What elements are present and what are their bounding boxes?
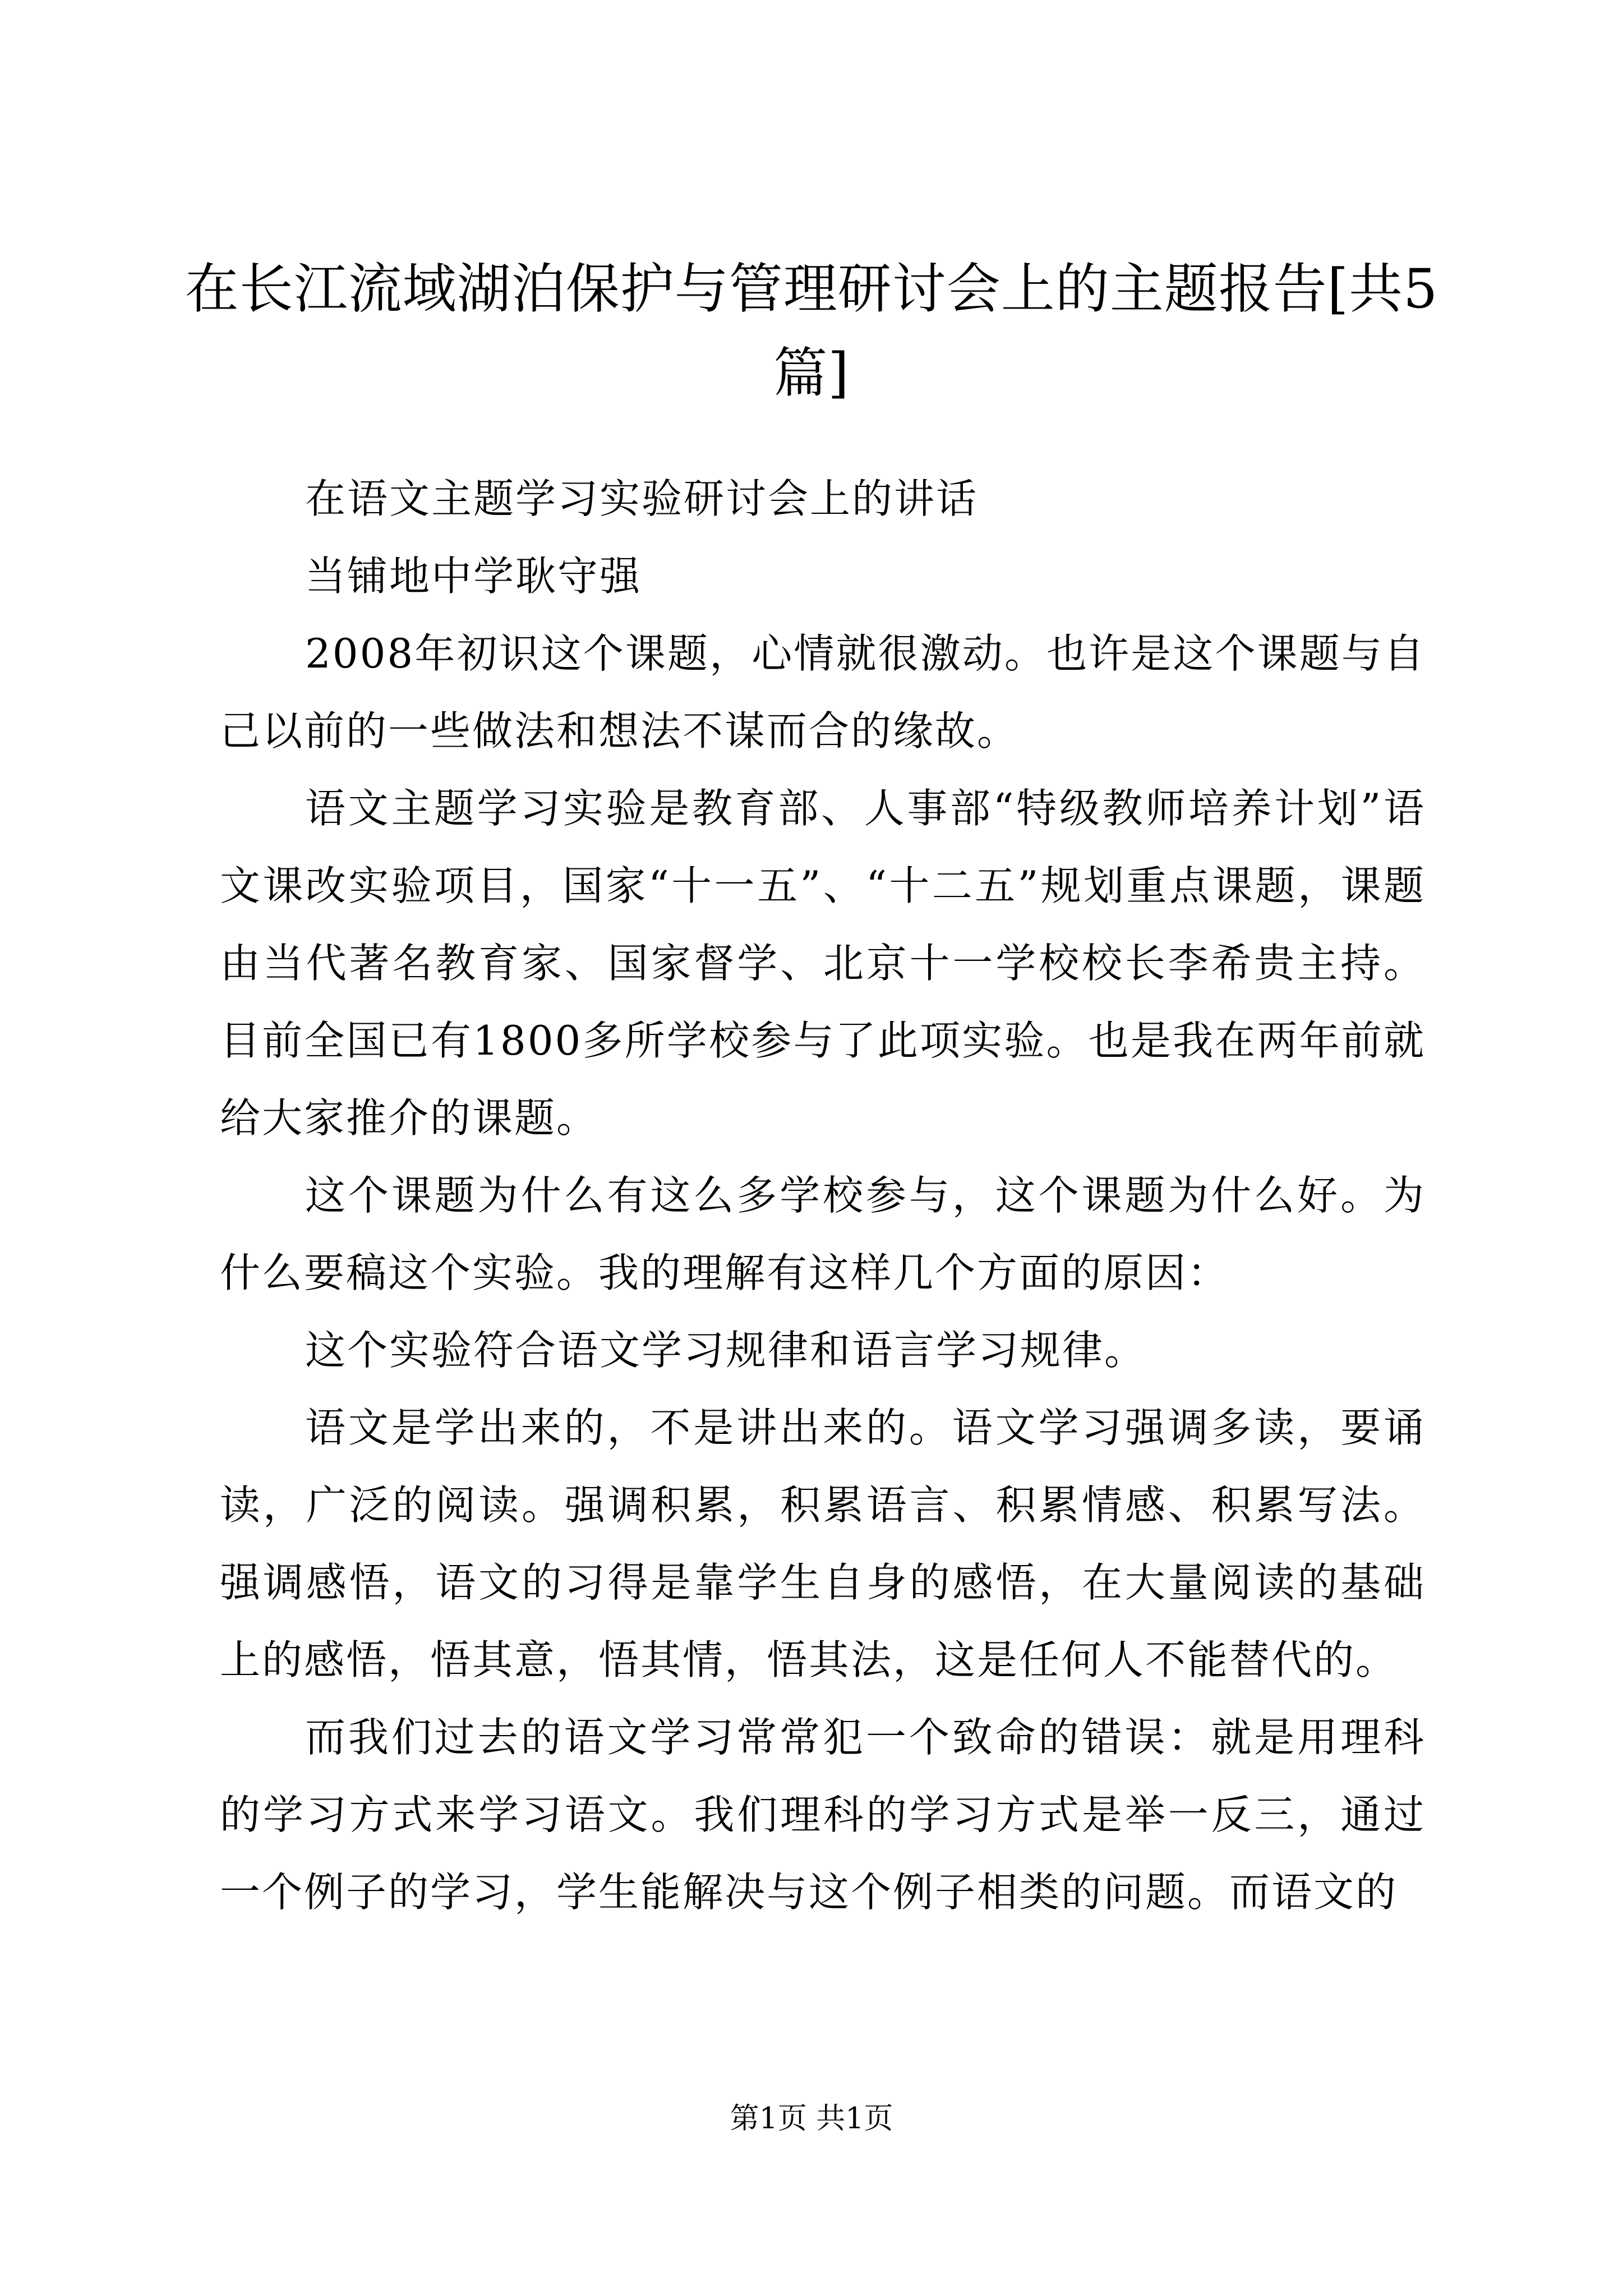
document-body — [220, 460, 1426, 1931]
paragraph: 而我们过去的语文学习常常犯一个致命的错误：就是用理科的学习方式来学习语文。我们理科的学习方式是举一反三，通过一个例子的学习，学生能解决与这个例子相类的问题。而语文的 — [220, 1714, 1426, 1916]
paragraph: 这个课题为什么有这么多学校参与，这个课题为什么好。为什么要稿这个实验。我的理解有这样几个方面的原因： — [220, 1172, 1426, 1296]
paragraph: 语文主题学习实验是教育部、人事部“特级教师培养计划”语文课改实验项目，国家“十一五”、“十二五”规划重点课题，课题由当代著名教育家、国家督学、北京十一学校校长李希贵主持。目前全国已有1800多所学校参与了此项实验。也是我在两年前就给大家推介的课题。 — [220, 785, 1426, 1142]
paragraph: 2008年初识这个课题，心情就很激动。也许是这个课题与自己以前的一些做法和想法不谋而合的缘故。 — [220, 630, 1426, 754]
speech-title: 在语文主题学习实验研讨会上的讲话 — [305, 475, 979, 522]
paragraph: 语文是学出来的，不是讲出来的。语文学习强调多读，要诵读，广泛的阅读。强调积累，积累语言、积累情感、积累写法。强调感悟，语文的习得是靠学生自身的感悟，在大量阅读的基础上的感悟，悟其意，悟其情，悟其法，这是任何人不能替代的。 — [220, 1404, 1426, 1683]
paragraph: 这个实验符合语文学习规律和语言学习规律。 — [305, 1327, 1147, 1374]
document-title: 在长江流域湖泊保护与管理研讨会上的主题报告[共5篇] — [185, 257, 1438, 404]
author-line: 当铺地中学耿守强 — [305, 553, 642, 600]
page-footer: 第1页 共1页 — [730, 2102, 893, 2136]
